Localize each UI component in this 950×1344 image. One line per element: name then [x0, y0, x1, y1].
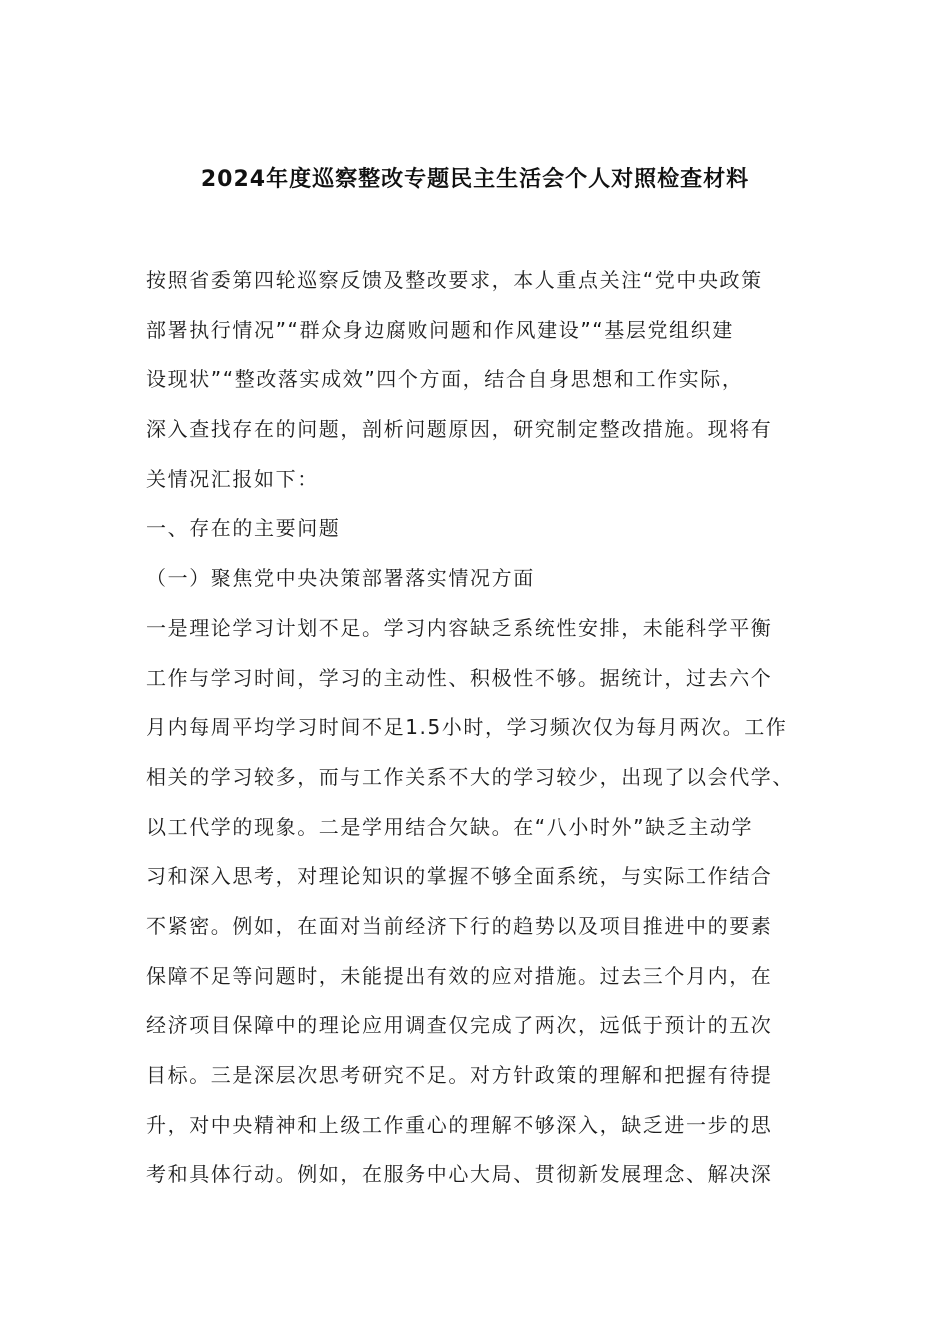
- paragraph-line: 部署执行情况”“群众身边腐败问题和作风建设”“基层党组织建: [146, 317, 734, 342]
- paragraph-line: 保障不足等问题时，未能提出有效的应对措施。过去三个月内，在: [146, 963, 773, 988]
- paragraph-line: 升，对中央精神和上级工作重心的理解不够深入，缺乏进一步的思: [146, 1112, 773, 1137]
- paragraph-line: 深入查找存在的问题，剖析问题原因，研究制定整改措施。现将有: [146, 417, 773, 442]
- paragraph-line: 相关的学习较多，而与工作关系不大的学习较少，出现了以会代学、: [146, 764, 794, 789]
- document-body: [146, 256, 806, 1200]
- subsection-heading: （一）聚焦党中央决策部署落实情况方面: [146, 566, 535, 591]
- paragraph-line: 月内每周平均学习时间不足1.5小时，学习频次仅为每月两次。工作: [146, 715, 788, 740]
- paragraph-line: 一是理论学习计划不足。学习内容缺乏系统性安排，未能科学平衡: [146, 615, 773, 640]
- paragraph-line: 习和深入思考，对理论知识的掌握不够全面系统，与实际工作结合: [146, 864, 773, 889]
- paragraph-line: 考和具体行动。例如，在服务中心大局、贯彻新发展理念、解决深: [146, 1162, 773, 1187]
- paragraph-line: 目标。三是深层次思考研究不足。对方针政策的理解和把握有待提: [146, 1063, 773, 1087]
- paragraph-line: 设现状”“整改落实成效”四个方面，结合自身思想和工作实际，: [146, 367, 744, 392]
- section-heading: 一、存在的主要问题: [146, 516, 341, 541]
- document-title: 2024年度巡察整改专题民主生活会个人对照检查材料: [200, 167, 750, 192]
- paragraph-line: 经济项目保障中的理论应用调查仅完成了两次，远低于预计的五次: [146, 1013, 773, 1038]
- paragraph-line: 关情况汇报如下：: [146, 466, 319, 491]
- paragraph-line: 工作与学习时间，学习的主动性、积极性不够。据统计，过去六个: [146, 665, 773, 690]
- paragraph-line: 按照省委第四轮巡察反馈及整改要求，本人重点关注“党中央政策: [146, 268, 763, 292]
- paragraph-line: 不紧密。例如，在面对当前经济下行的趋势以及项目推进中的要素: [146, 913, 773, 938]
- paragraph-line: 以工代学的现象。二是学用结合欠缺。在“八小时外”缺乏主动学: [146, 814, 754, 839]
